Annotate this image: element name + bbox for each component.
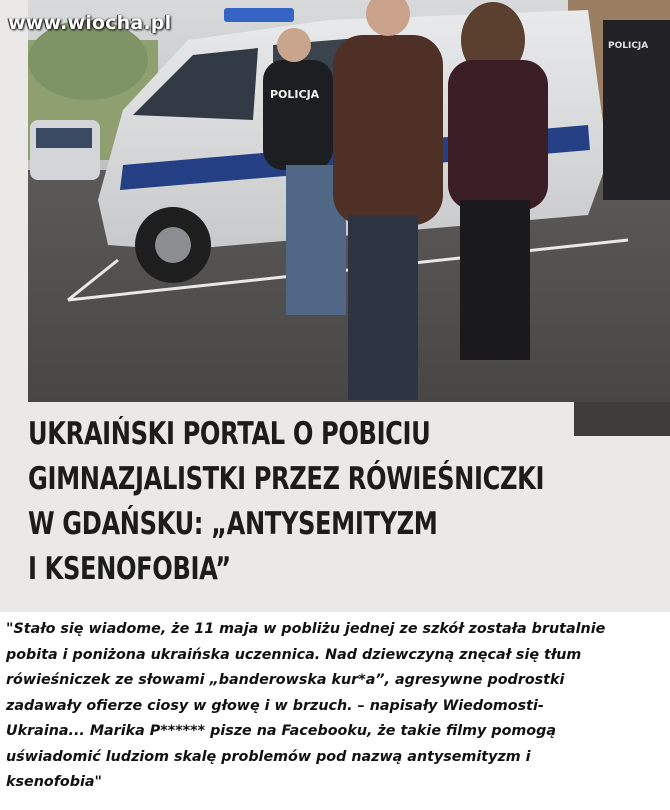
quote-line-2: pobita i poniżona ukraińska uczennica. Nad dziewczyną znęcał się tłum — [6, 646, 582, 663]
headline-line-4: I KSENOFOBIA” — [28, 551, 231, 587]
quote-text — [6, 617, 666, 796]
quote-line-6: uświadomić ludziom skalę problemów pod nazwą antysemityzm i — [6, 748, 531, 765]
quote-line-1: "Stało się wiadome, że 11 maja w pobliżu jednej ze szkół została brutalnie — [6, 621, 606, 637]
quote-line-4: zadawały ofierze ciosy w głowę i w brzuch. – napisały Wiedomosti- — [6, 697, 544, 714]
headline-line-1: UKRAIŃSKI PORTAL O POBICIU — [28, 416, 431, 452]
site-watermark: www.wiocha.pl — [8, 12, 172, 34]
quote-line-5: Ukraina... Marika P****** pisze na Facebooku, że takie filmy pomogą — [6, 723, 557, 739]
officer2-vest-label: POLICJA — [608, 41, 649, 51]
news-photo — [28, 0, 670, 402]
photo-shadow-block — [574, 402, 670, 436]
headline-line-3: W GDAŃSKU: „ANTYSEMITYZM — [28, 506, 438, 542]
headline-line-2: GIMNAZJALISTKI PRZEZ RÓWIEŚNICZKI — [28, 461, 545, 497]
quote-line-7: ksenofobia" — [6, 774, 102, 790]
quote-line-3: rówieśniczek ze słowami „banderowska kur*a”, agresywne podrostki — [6, 672, 565, 688]
officer-vest-label: POLICJA — [270, 88, 320, 101]
article-headline — [28, 412, 574, 592]
